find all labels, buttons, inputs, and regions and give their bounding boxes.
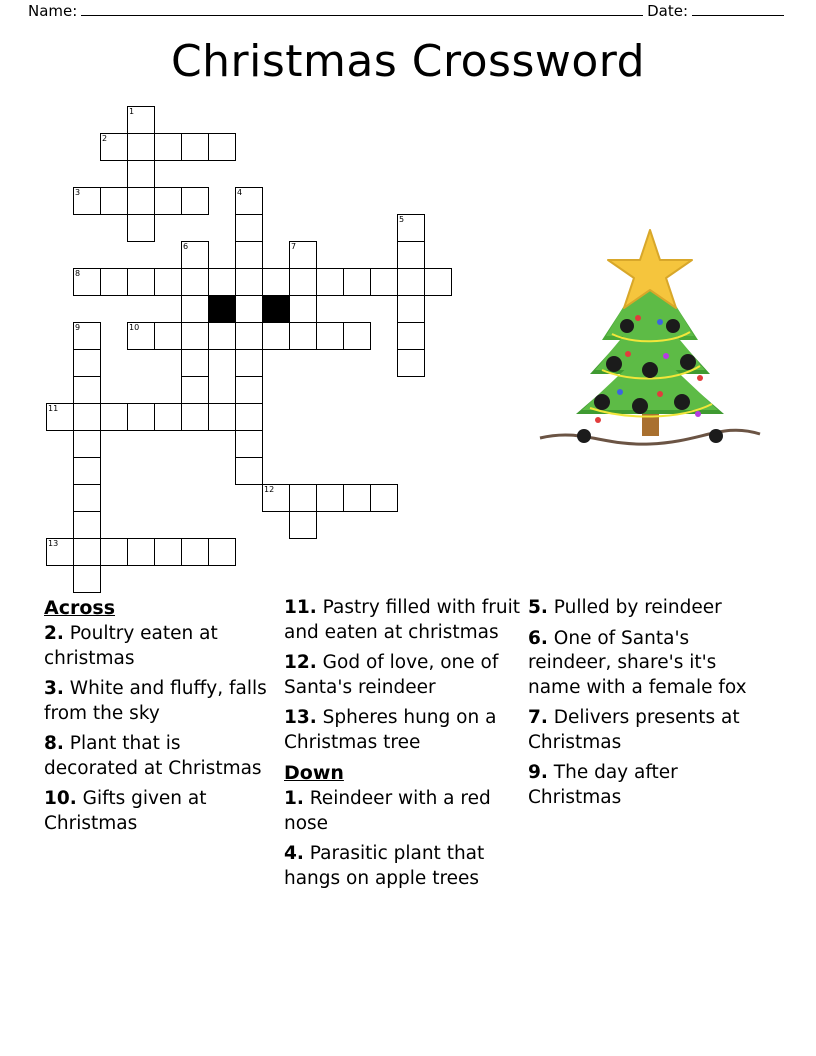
clue-number: 6.: [528, 627, 548, 649]
grid-cell-number: 10: [129, 323, 140, 332]
grid-cell[interactable]: [127, 268, 155, 296]
grid-cell[interactable]: [154, 187, 182, 215]
clue-text: The day after Christmas: [528, 762, 678, 808]
grid-cell[interactable]: [73, 268, 101, 296]
clue-number: 5.: [528, 597, 548, 618]
grid-cell[interactable]: [127, 403, 155, 431]
clue-column-1: [44, 596, 284, 842]
clue-down-6: [528, 627, 774, 701]
clue-down-4: [284, 842, 522, 891]
date-write-line[interactable]: [692, 15, 784, 16]
grid-cell-blocked: [208, 295, 236, 323]
clue-text: God of love, one of Santa's reindeer: [284, 652, 499, 698]
clue-across-2: [44, 622, 278, 671]
grid-cell[interactable]: [370, 268, 398, 296]
grid-cell-number: 1: [129, 107, 135, 116]
clue-number: 13.: [284, 707, 317, 728]
grid-cell[interactable]: [181, 241, 209, 269]
name-date-header: [28, 2, 788, 20]
clue-text: Poultry eaten at christmas: [44, 623, 218, 669]
clue-number: 3.: [44, 678, 64, 699]
name-label: Name:: [28, 2, 78, 20]
grid-cell-number: 7: [291, 242, 297, 251]
clue-down-5: [528, 596, 774, 621]
grid-cell[interactable]: [235, 349, 263, 377]
grid-cell[interactable]: [154, 133, 182, 161]
grid-cell-number: 12: [264, 485, 275, 494]
clue-down-7: [528, 706, 774, 755]
grid-cell[interactable]: [73, 403, 101, 431]
grid-cell-number: 3: [75, 188, 81, 197]
grid-cell[interactable]: [343, 322, 371, 350]
clue-number: 8.: [44, 733, 64, 754]
grid-cell[interactable]: [127, 106, 155, 134]
grid-cell[interactable]: [343, 484, 371, 512]
clue-number: 11.: [284, 597, 317, 618]
grid-cell-number: 13: [48, 539, 59, 548]
christmas-tree-icon: [532, 222, 768, 474]
clue-text: Gifts given at Christmas: [44, 788, 207, 834]
clue-column-3: [528, 596, 780, 816]
grid-cell[interactable]: [316, 268, 344, 296]
clue-text: Pastry filled with fruit and eaten at christmas: [284, 597, 520, 643]
grid-cell[interactable]: [343, 268, 371, 296]
clue-down-1: [284, 787, 522, 836]
grid-cell[interactable]: [181, 403, 209, 431]
grid-cell[interactable]: [127, 133, 155, 161]
grid-cell[interactable]: [46, 538, 74, 566]
grid-cell[interactable]: [289, 268, 317, 296]
grid-cell[interactable]: [154, 538, 182, 566]
grid-cell[interactable]: [208, 268, 236, 296]
grid-cell[interactable]: [424, 268, 452, 296]
grid-cell[interactable]: [289, 295, 317, 323]
clue-number: 2.: [44, 623, 64, 644]
grid-cell-number: 2: [102, 134, 108, 143]
grid-cell[interactable]: [235, 403, 263, 431]
grid-cell[interactable]: [127, 538, 155, 566]
grid-cell[interactable]: [73, 457, 101, 485]
grid-cell[interactable]: [73, 565, 101, 593]
clue-across-12: [284, 651, 522, 700]
clue-column-2: [284, 596, 528, 897]
grid-cell-number: 5: [399, 215, 405, 224]
grid-cell[interactable]: [73, 430, 101, 458]
grid-cell[interactable]: [397, 214, 425, 242]
clue-text: Plant that is decorated at Christmas: [44, 733, 262, 779]
grid-cell[interactable]: [100, 538, 128, 566]
grid-cell[interactable]: [316, 322, 344, 350]
grid-cell[interactable]: [181, 187, 209, 215]
clue-text: Delivers presents at Christmas: [528, 707, 740, 753]
clue-columns: [44, 596, 780, 897]
grid-cell-number: 8: [75, 269, 81, 278]
grid-cell[interactable]: [289, 241, 317, 269]
grid-cell[interactable]: [397, 241, 425, 269]
grid-cell[interactable]: [289, 322, 317, 350]
grid-cell[interactable]: [127, 160, 155, 188]
grid-cell[interactable]: [46, 403, 74, 431]
grid-cell-number: 4: [237, 188, 243, 197]
grid-cell[interactable]: [262, 268, 290, 296]
grid-cell[interactable]: [235, 214, 263, 242]
grid-cell[interactable]: [73, 376, 101, 404]
clue-number: 4.: [284, 843, 304, 864]
clue-text: Pulled by reindeer: [547, 597, 722, 618]
grid-cell[interactable]: [73, 349, 101, 377]
grid-cell-number: 6: [183, 242, 189, 251]
grid-cell-blocked: [262, 295, 290, 323]
clue-text: Reindeer with a red nose: [284, 788, 491, 834]
grid-cell[interactable]: [235, 376, 263, 404]
grid-cell[interactable]: [316, 484, 344, 512]
clue-across-3: [44, 677, 278, 726]
clue-number: 9.: [528, 762, 548, 783]
grid-cell[interactable]: [181, 133, 209, 161]
page-title: Christmas Crossword: [170, 36, 646, 87]
grid-cell-number: 11: [48, 404, 59, 413]
clue-text: One of Santa's reindeer, share's it's name with a female fox: [528, 627, 747, 698]
grid-cell[interactable]: [127, 214, 155, 242]
grid-cell[interactable]: [208, 322, 236, 350]
clue-text: White and fluffy, falls from the sky: [44, 678, 267, 724]
grid-cell[interactable]: [181, 322, 209, 350]
grid-cell[interactable]: [397, 295, 425, 323]
grid-cell[interactable]: [73, 187, 101, 215]
clue-number: 12.: [284, 652, 317, 673]
grid-cell[interactable]: [181, 295, 209, 323]
clue-across-10: [44, 787, 278, 836]
grid-cell[interactable]: [235, 322, 263, 350]
grid-cell[interactable]: [397, 268, 425, 296]
grid-cell[interactable]: [100, 133, 128, 161]
grid-cell[interactable]: [208, 133, 236, 161]
grid-cell[interactable]: [181, 268, 209, 296]
grid-cell[interactable]: [73, 538, 101, 566]
clue-text: Spheres hung on a Christmas tree: [284, 707, 497, 753]
grid-cell[interactable]: [397, 322, 425, 350]
grid-cell[interactable]: [235, 187, 263, 215]
grid-cell[interactable]: [397, 349, 425, 377]
grid-cell[interactable]: [262, 322, 290, 350]
down-heading: Down: [284, 762, 344, 784]
grid-cell[interactable]: [289, 511, 317, 539]
grid-cell[interactable]: [127, 322, 155, 350]
name-write-line[interactable]: [81, 15, 643, 16]
grid-cell[interactable]: [208, 403, 236, 431]
grid-cell[interactable]: [235, 457, 263, 485]
grid-cell[interactable]: [100, 187, 128, 215]
date-label: Date:: [647, 2, 688, 20]
grid-cell[interactable]: [154, 268, 182, 296]
grid-cell[interactable]: [100, 268, 128, 296]
across-heading: Across: [44, 597, 116, 619]
grid-cell[interactable]: [235, 430, 263, 458]
clue-across-11: [284, 596, 522, 645]
clue-down-9: [528, 761, 774, 810]
grid-cell[interactable]: [181, 376, 209, 404]
grid-cell[interactable]: [235, 241, 263, 269]
grid-cell[interactable]: [100, 403, 128, 431]
grid-cell[interactable]: [73, 511, 101, 539]
clue-number: 1.: [284, 788, 304, 809]
grid-cell[interactable]: [73, 322, 101, 350]
clue-number: 10.: [44, 788, 77, 809]
grid-cell[interactable]: [181, 349, 209, 377]
grid-cell[interactable]: [289, 484, 317, 512]
grid-cell[interactable]: [370, 484, 398, 512]
grid-cell[interactable]: [262, 484, 290, 512]
grid-cell-number: 9: [75, 323, 81, 332]
grid-cell[interactable]: [235, 268, 263, 296]
grid-cell[interactable]: [73, 484, 101, 512]
grid-cell[interactable]: [154, 403, 182, 431]
clue-number: 7.: [528, 707, 548, 728]
grid-cell[interactable]: [208, 538, 236, 566]
clue-across-8: [44, 732, 278, 781]
clue-across-13: [284, 706, 522, 755]
grid-cell[interactable]: [154, 322, 182, 350]
clue-text: Parasitic plant that hangs on apple trees: [284, 843, 485, 889]
grid-cell[interactable]: [235, 295, 263, 323]
crossword-grid[interactable]: [46, 106, 486, 591]
grid-cell[interactable]: [127, 187, 155, 215]
grid-cell[interactable]: [181, 538, 209, 566]
